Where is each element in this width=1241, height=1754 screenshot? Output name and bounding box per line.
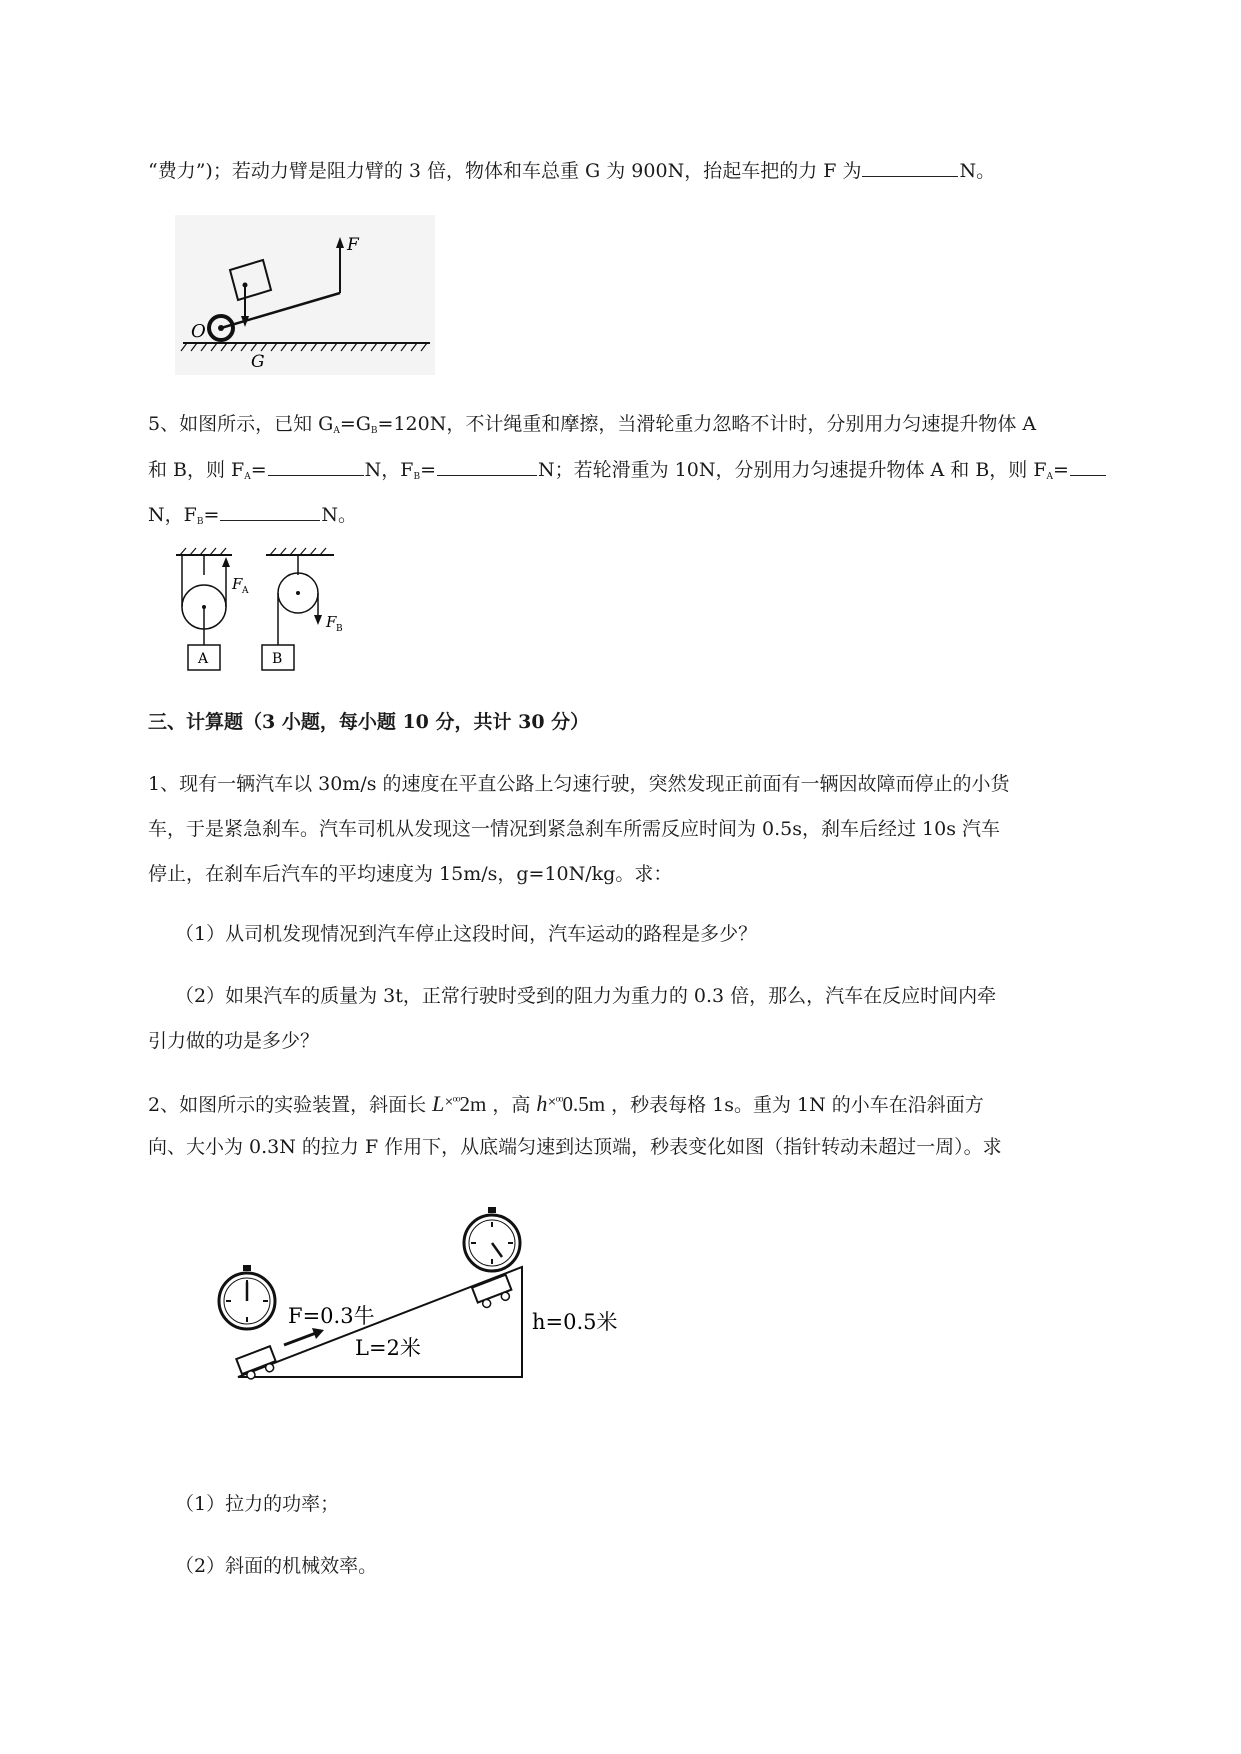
c1-line-1: 1、现有一辆汽车以 30m/s 的速度在平直公路上匀速行驶，突然发现正前面有一辆因故障而停止的小货: [148, 773, 1010, 795]
c2-text: 2m: [459, 1092, 487, 1116]
answer-blank[interactable]: [1070, 455, 1106, 476]
garbled-symbol: ×⁰⁰: [547, 1095, 563, 1108]
subscript: A: [333, 426, 340, 436]
c2-text: ，秒表每格 1s。重为 1N 的小车在沿斜面方: [611, 1094, 984, 1116]
answer-blank[interactable]: [862, 156, 958, 177]
garbled-symbol: ×⁰⁰: [444, 1095, 460, 1108]
incline-figure: [210, 1205, 630, 1395]
var-h: h: [536, 1091, 548, 1116]
block-b-label: B: [272, 651, 283, 667]
block-a-label: A: [198, 651, 209, 667]
c2-text: 0.5m: [562, 1092, 606, 1116]
c1-line-3: 停止，在刹车后汽车的平均速度为 15m/s，g=10N/kg。求：: [148, 863, 673, 885]
force-f-label: F: [347, 235, 359, 255]
cart-top: [472, 1275, 514, 1310]
subscript: A: [244, 472, 251, 482]
gravity-g-label: G: [251, 352, 265, 372]
subscript: B: [196, 517, 204, 527]
force-fb-label: F: [326, 613, 337, 631]
q5-text: =: [203, 504, 220, 526]
c2-subquestion-1: （1）拉力的功率；: [175, 1493, 340, 1515]
q5-text: 5、如图所示，已知 G: [148, 413, 334, 435]
q5-text: =: [250, 459, 267, 481]
section-heading: 三、计算题（3 小题，每小题 10 分，共计 30 分）: [148, 711, 590, 733]
q5-text: =: [420, 459, 437, 481]
subscript: B: [370, 426, 378, 436]
subscript: B: [413, 472, 421, 482]
q5-text: N；若轮滑重为 10N，分别用力匀速提升物体 A 和 B，则 F: [538, 459, 1047, 481]
answer-blank[interactable]: [437, 455, 537, 476]
c1-line-2: 车，于是紧急刹车。汽车司机从发现这一情况到紧急刹车所需反应时间为 0.5s，刹车后经过 10s 汽车: [148, 818, 1001, 840]
q5-line-1: [148, 410, 1036, 445]
pulley-figure: [170, 545, 400, 675]
c1-subquestion-2-line-1: （2）如果汽车的质量为 3t，正常行驶时受到的阻力为重力的 0.3 倍，那么，汽车在反应时间内牵: [175, 985, 997, 1007]
c2-line-1: [148, 1088, 984, 1119]
q4-tail-end: N。: [959, 160, 996, 182]
answer-blank[interactable]: [268, 455, 364, 476]
lever-cart-figure: [175, 215, 435, 375]
q5-text: =: [1053, 459, 1069, 481]
q4-tail-text: “费力”)；若动力臂是阻力臂的 3 倍，物体和车总重 G 为 900N，抬起车把的力 F 为: [148, 160, 862, 182]
c1-subquestion-1: （1）从司机发现情况到汽车停止这段时间，汽车运动的路程是多少？: [175, 923, 758, 945]
q5-line-3: [148, 500, 357, 536]
stopwatch-icon: [219, 1265, 275, 1329]
q5-line-2: [148, 455, 1107, 491]
c2-line-2: 向、大小为 0.3N 的拉力 F 作用下，从底端匀速到达顶端，秒表变化如图（指针转动未超过一周）。求: [148, 1136, 1002, 1158]
c2-subquestion-2: （2）斜面的机械效率。: [175, 1555, 378, 1577]
height-label: h=0.5米: [532, 1310, 618, 1334]
force-fb-sub: B: [336, 624, 343, 634]
q5-text: N。: [321, 504, 357, 526]
force-fa-label: F: [232, 575, 243, 593]
force-label: F=0.3牛: [288, 1304, 375, 1328]
q5-text: N，F: [148, 504, 197, 526]
c2-text: ，高: [492, 1094, 531, 1116]
subscript: A: [1046, 472, 1054, 482]
var-l: L: [432, 1091, 445, 1116]
q5-text: 和 B，则 F: [148, 459, 245, 481]
q4-tail-line: [148, 156, 995, 185]
answer-blank[interactable]: [220, 500, 320, 521]
q5-text: =120N，不计绳重和摩擦，当滑轮重力忽略不计时，分别用力匀速提升物体 A: [377, 413, 1037, 435]
q5-text: =G: [339, 413, 371, 435]
c2-text: 2、如图所示的实验装置，斜面长: [148, 1094, 427, 1116]
q5-text: N，F: [364, 459, 414, 481]
length-label: L=2米: [355, 1336, 421, 1360]
c1-subquestion-2-line-2: 引力做的功是多少？: [148, 1030, 320, 1052]
force-fa-sub: A: [242, 586, 249, 596]
stopwatch-icon: [464, 1207, 520, 1271]
pivot-o-label: O: [191, 321, 206, 342]
